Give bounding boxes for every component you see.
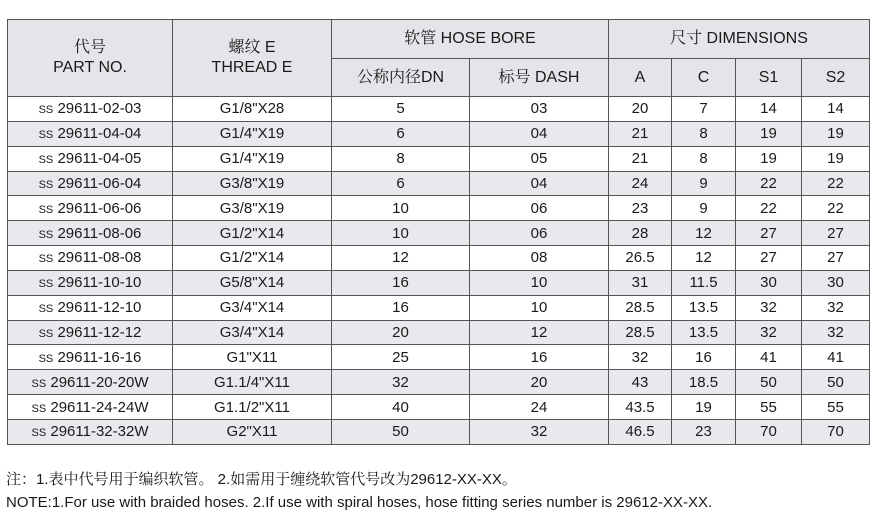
s1-cell: 50 [736, 370, 802, 395]
s2-cell: 32 [802, 295, 870, 320]
s2-cell: 14 [802, 97, 870, 122]
thread-cell: G1/2"X14 [173, 246, 332, 271]
part-number-cell [8, 270, 173, 295]
s1-cell: 30 [736, 270, 802, 295]
thread-cell: G1"X11 [173, 345, 332, 370]
dash-header: 标号 DASH [470, 59, 609, 97]
c-cell: 12 [672, 246, 736, 271]
thread-cell: G5/8"X14 [173, 270, 332, 295]
dn-cell: 20 [332, 320, 470, 345]
c-cell: 12 [672, 221, 736, 246]
a-cell: 26.5 [609, 246, 672, 271]
note-chinese: 注：1.表中代号用于编织软管。 2.如需用于缠绕软管代号改为29612-XX-XX。 [6, 471, 517, 488]
s1-cell: 27 [736, 221, 802, 246]
part-number: 29611-12-12 [57, 324, 142, 342]
table-row [8, 370, 870, 395]
part-number: 29611-08-08 [57, 249, 142, 267]
part-number: 29611-20-20W [50, 373, 149, 391]
part-number-cell [8, 345, 173, 370]
part-number: 29611-16-16 [57, 348, 142, 366]
dash-cell: 08 [470, 246, 609, 271]
s2-cell: 70 [802, 419, 870, 444]
note-english: NOTE:1.For use with braided hoses. 2.If use with spiral hoses, hose fitting series number is 29612-XX-XX. [6, 494, 713, 511]
s1-cell: 32 [736, 320, 802, 345]
part-prefix: SS [38, 228, 54, 241]
s2-cell: 55 [802, 395, 870, 420]
dash-cell: 05 [470, 146, 609, 171]
s1-cell: 70 [736, 419, 802, 444]
part-number: 29611-06-04 [57, 174, 142, 192]
c-cell: 7 [672, 97, 736, 122]
part-number-cell [8, 121, 173, 146]
part-number-cell [8, 320, 173, 345]
table-row [8, 221, 870, 246]
table-row [8, 345, 870, 370]
part-prefix: SS [38, 328, 54, 341]
table-row [8, 395, 870, 420]
part-prefix: SS [38, 178, 54, 191]
dn-cell: 16 [332, 270, 470, 295]
s2-cell: 50 [802, 370, 870, 395]
dn-cell: 32 [332, 370, 470, 395]
thread-cell: G1/4"X19 [173, 146, 332, 171]
a-cell: 31 [609, 270, 672, 295]
dn-cell: 40 [332, 395, 470, 420]
dn-cell: 50 [332, 419, 470, 444]
part-number-cell [8, 146, 173, 171]
part-number-cell [8, 196, 173, 221]
dash-cell: 12 [470, 320, 609, 345]
a-cell: 28.5 [609, 295, 672, 320]
c-cell: 13.5 [672, 295, 736, 320]
s2-cell: 27 [802, 221, 870, 246]
a-cell: 21 [609, 121, 672, 146]
dash-cell: 04 [470, 171, 609, 196]
c-cell: 9 [672, 171, 736, 196]
part-prefix: SS [38, 203, 54, 216]
part-number: 29611-08-06 [57, 224, 142, 242]
s2-cell: 27 [802, 246, 870, 271]
thread-cell: G3/8"X19 [173, 171, 332, 196]
dash-cell: 10 [470, 270, 609, 295]
table-row [8, 196, 870, 221]
part-number: 29611-24-24W [50, 398, 149, 416]
s2-cell: 19 [802, 121, 870, 146]
part-prefix: SS [38, 278, 54, 291]
a-cell: 20 [609, 97, 672, 122]
a-cell: 28 [609, 221, 672, 246]
a-cell: 28.5 [609, 320, 672, 345]
part-number-cell [8, 171, 173, 196]
s1-cell: 14 [736, 97, 802, 122]
dimensions-header: 尺寸 DIMENSIONS [609, 20, 870, 59]
part-number: 29611-04-04 [57, 125, 142, 143]
dn-cell: 6 [332, 171, 470, 196]
c-cell: 9 [672, 196, 736, 221]
thread-cell: G1/2"X14 [173, 221, 332, 246]
dash-cell: 03 [470, 97, 609, 122]
thread-header-cn: 螺纹 E [228, 39, 276, 56]
dn-cell: 25 [332, 345, 470, 370]
table-row [8, 320, 870, 345]
table-row [8, 171, 870, 196]
part-no-header-cn: 代号 [73, 39, 106, 56]
a-cell: 21 [609, 146, 672, 171]
thread-header [173, 20, 332, 97]
s2-header: S2 [802, 59, 870, 97]
a-header: A [609, 59, 672, 97]
dash-cell: 04 [470, 121, 609, 146]
s2-cell: 30 [802, 270, 870, 295]
part-prefix: SS [38, 303, 54, 316]
part-number-cell [8, 370, 173, 395]
part-number: 29611-06-06 [57, 199, 142, 217]
part-number: 29611-12-10 [57, 299, 142, 317]
s2-cell: 22 [802, 196, 870, 221]
part-number-cell [8, 221, 173, 246]
a-cell: 32 [609, 345, 672, 370]
s1-cell: 32 [736, 295, 802, 320]
dn-header: 公称内径DN [332, 59, 470, 97]
table-body [8, 97, 870, 445]
part-prefix: SS [38, 104, 54, 117]
part-prefix: SS [31, 377, 47, 390]
hose-bore-header: 软管 HOSE BORE [332, 20, 609, 59]
table-row [8, 270, 870, 295]
s1-cell: 19 [736, 121, 802, 146]
s1-header: S1 [736, 59, 802, 97]
part-prefix: SS [31, 427, 47, 440]
dn-cell: 12 [332, 246, 470, 271]
part-prefix: SS [38, 129, 54, 142]
thread-cell: G3/4"X14 [173, 295, 332, 320]
dn-cell: 10 [332, 196, 470, 221]
s1-cell: 27 [736, 246, 802, 271]
thread-cell: G1.1/2"X11 [173, 395, 332, 420]
table-header [8, 20, 870, 97]
thread-header-en: THREAD E [211, 59, 293, 76]
table-row [8, 146, 870, 171]
part-prefix: SS [31, 402, 47, 415]
thread-cell: G1/8"X28 [173, 97, 332, 122]
part-number: 29611-32-32W [50, 423, 149, 441]
thread-cell: G2"X11 [173, 419, 332, 444]
dash-cell: 24 [470, 395, 609, 420]
c-cell: 18.5 [672, 370, 736, 395]
dn-cell: 6 [332, 121, 470, 146]
thread-cell: G1/4"X19 [173, 121, 332, 146]
s2-cell: 32 [802, 320, 870, 345]
part-number: 29611-10-10 [57, 274, 142, 292]
dn-cell: 8 [332, 146, 470, 171]
a-cell: 23 [609, 196, 672, 221]
s2-cell: 22 [802, 171, 870, 196]
a-cell: 24 [609, 171, 672, 196]
dash-cell: 10 [470, 295, 609, 320]
s1-cell: 41 [736, 345, 802, 370]
part-prefix: SS [38, 253, 54, 266]
table-row [8, 295, 870, 320]
thread-cell: G1.1/4"X11 [173, 370, 332, 395]
a-cell: 43.5 [609, 395, 672, 420]
c-cell: 23 [672, 419, 736, 444]
dn-cell: 16 [332, 295, 470, 320]
part-no-header-en: PART NO. [53, 59, 127, 76]
c-cell: 8 [672, 146, 736, 171]
dn-cell: 5 [332, 97, 470, 122]
s1-cell: 22 [736, 171, 802, 196]
s1-cell: 19 [736, 146, 802, 171]
c-header: C [672, 59, 736, 97]
dash-cell: 06 [470, 196, 609, 221]
part-number: 29611-02-03 [57, 100, 142, 118]
s2-cell: 41 [802, 345, 870, 370]
s2-cell: 19 [802, 146, 870, 171]
dn-cell: 10 [332, 221, 470, 246]
part-number-cell [8, 295, 173, 320]
part-number-cell [8, 97, 173, 122]
a-cell: 43 [609, 370, 672, 395]
table-row [8, 419, 870, 444]
s1-cell: 55 [736, 395, 802, 420]
dash-cell: 16 [470, 345, 609, 370]
table-row [8, 246, 870, 271]
part-number-cell [8, 395, 173, 420]
c-cell: 16 [672, 345, 736, 370]
part-prefix: SS [38, 154, 54, 167]
part-prefix: SS [38, 352, 54, 365]
c-cell: 11.5 [672, 270, 736, 295]
spec-table [7, 19, 870, 445]
table-row [8, 97, 870, 122]
c-cell: 13.5 [672, 320, 736, 345]
part-number-cell [8, 419, 173, 444]
a-cell: 46.5 [609, 419, 672, 444]
table-row [8, 121, 870, 146]
s1-cell: 22 [736, 196, 802, 221]
dash-cell: 32 [470, 419, 609, 444]
dash-cell: 06 [470, 221, 609, 246]
part-number-cell [8, 246, 173, 271]
dash-cell: 20 [470, 370, 609, 395]
c-cell: 19 [672, 395, 736, 420]
part-no-header [8, 20, 173, 97]
thread-cell: G3/8"X19 [173, 196, 332, 221]
thread-cell: G3/4"X14 [173, 320, 332, 345]
c-cell: 8 [672, 121, 736, 146]
part-number: 29611-04-05 [57, 150, 142, 168]
